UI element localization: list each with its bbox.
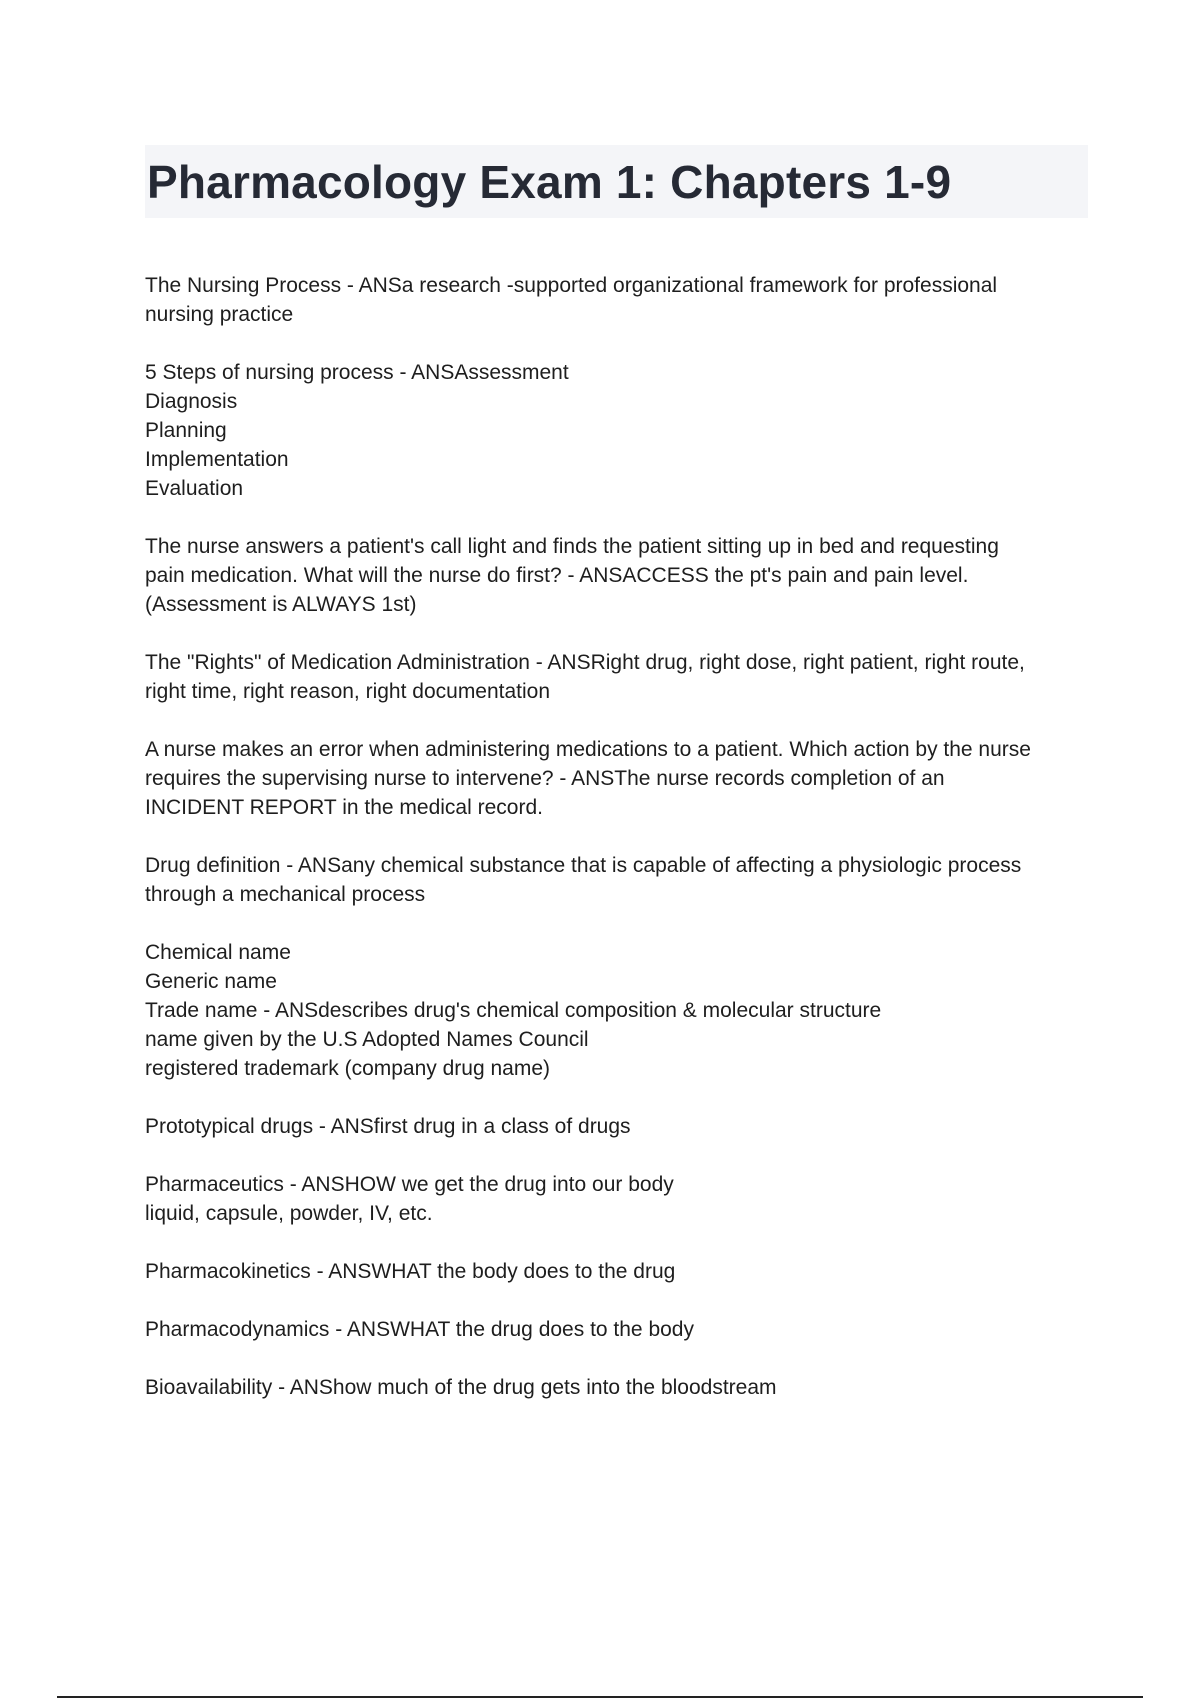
paragraph-line: Prototypical drugs - ANSfirst drug in a class of drugs (145, 1115, 631, 1138)
paragraph-line: Pharmacodynamics - ANSWHAT the drug does to the body (145, 1318, 694, 1341)
qa-paragraph (145, 1257, 1090, 1286)
qa-paragraph (145, 532, 1090, 619)
paragraph-line: The Nursing Process - ANSa research -supported organizational framework for professional (145, 274, 998, 297)
paragraph-line: Implementation (145, 448, 289, 471)
paragraph-line: A nurse makes an error when administering medications to a patient. Which action by the nurse (145, 738, 1031, 761)
paragraph-line: requires the supervising nurse to intervene? - ANSThe nurse records completion of an (145, 767, 945, 790)
paragraph-line: Generic name (145, 970, 277, 993)
paragraph-line: Planning (145, 419, 227, 442)
paragraph-line: INCIDENT REPORT in the medical record. (145, 796, 543, 819)
qa-paragraph (145, 938, 1090, 1083)
qa-paragraph (145, 1315, 1090, 1344)
paragraph-line: The nurse answers a patient's call light and finds the patient sitting up in bed and requesting (145, 535, 999, 558)
title-band (145, 145, 1088, 218)
qa-paragraph (145, 1170, 1090, 1228)
qa-paragraph (145, 358, 1090, 503)
paragraph-line: name given by the U.S Adopted Names Council (145, 1028, 589, 1051)
paragraph-line: pain medication. What will the nurse do first? - ANSACCESS the pt's pain and pain level. (145, 564, 969, 587)
paragraph-line: Drug definition - ANSany chemical substance that is capable of affecting a physiologic process (145, 854, 1022, 877)
paragraph-line: Chemical name (145, 941, 291, 964)
footer-divider (57, 1696, 1143, 1698)
paragraph-line: Pharmacokinetics - ANSWHAT the body does to the drug (145, 1260, 676, 1283)
paragraph-line: through a mechanical process (145, 883, 426, 906)
document-body (145, 271, 1090, 1431)
qa-paragraph (145, 851, 1090, 909)
paragraph-line: Trade name - ANSdescribes drug's chemical composition & molecular structure (145, 999, 882, 1022)
paragraph-line: Diagnosis (145, 390, 238, 413)
paragraph-line: registered trademark (company drug name) (145, 1057, 551, 1080)
qa-paragraph (145, 1112, 1090, 1141)
paragraph-line: 5 Steps of nursing process - ANSAssessment (145, 361, 569, 384)
paragraph-line: Bioavailability - ANShow much of the drug gets into the bloodstream (145, 1376, 777, 1399)
qa-paragraph (145, 271, 1090, 329)
paragraph-line: The "Rights" of Medication Administration - ANSRight drug, right dose, right patient, right route, (145, 651, 1025, 674)
qa-paragraph (145, 648, 1090, 706)
paragraph-line: liquid, capsule, powder, IV, etc. (145, 1202, 433, 1225)
paragraph-line: (Assessment is ALWAYS 1st) (145, 593, 417, 616)
paragraph-line: Evaluation (145, 477, 244, 500)
qa-paragraph (145, 735, 1090, 822)
paragraph-line: right time, right reason, right documentation (145, 680, 551, 703)
page-title: Pharmacology Exam 1: Chapters 1-9 (147, 155, 952, 208)
qa-paragraph (145, 1373, 1090, 1402)
paragraph-line: nursing practice (145, 303, 294, 326)
paragraph-line: Pharmaceutics - ANSHOW we get the drug into our body (145, 1173, 674, 1196)
